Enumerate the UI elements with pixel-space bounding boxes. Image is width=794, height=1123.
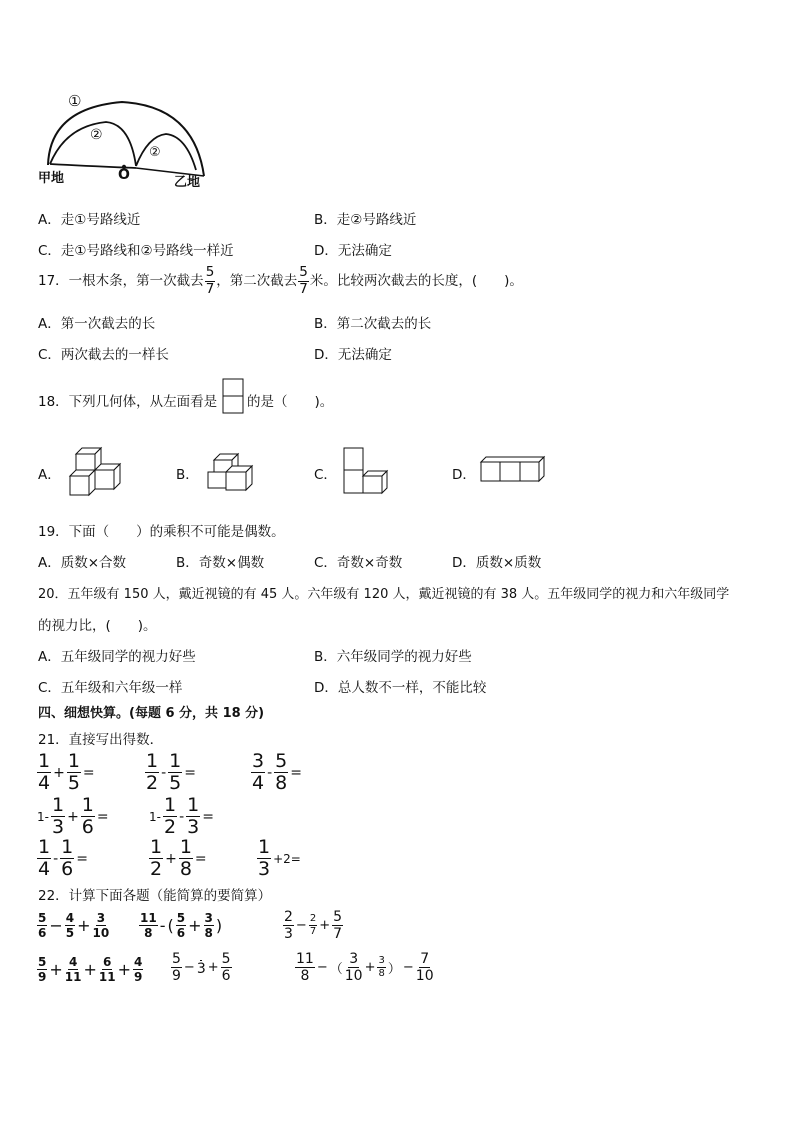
q20-option-b[interactable]: B．六年级同学的视力好些 <box>314 649 472 665</box>
q20-option-a[interactable]: A．五年级同学的视力好些 <box>38 649 196 665</box>
q16-option-a[interactable]: A．走①号路线近 <box>38 212 141 228</box>
q17-option-d[interactable]: D．无法确定 <box>314 347 392 363</box>
q20-question-line1: 20．五年级有 150 人，戴近视镜的有 45 人。六年级有 120 人，戴近视镜的有 38 人。五年级同学的视力和六年级同学 <box>38 587 730 602</box>
q21-expr-7: $\frac{1}{2}$ + $\frac{1}{8}$ = <box>150 836 207 880</box>
q19-option-c[interactable]: C．奇数×奇数 <box>314 555 403 571</box>
q16-option-b[interactable]: B．走②号路线近 <box>314 212 417 228</box>
section-heading: 四、细想快算。(每题 6 分，共 18 分) <box>38 706 265 721</box>
q20-option-d[interactable]: D．总人数不一样，不能比较 <box>314 680 487 696</box>
q21-expr-2: $\frac{1}{2}$ - $\frac{1}{5}$ = <box>146 750 196 794</box>
q21-expr-8: $\frac{1}{3}$ +2= <box>258 836 301 880</box>
solid-b-icon[interactable] <box>204 452 256 494</box>
q18-option-c[interactable]: C． <box>314 467 337 483</box>
q16-option-c[interactable]: C．走①号路线和②号路线一样近 <box>38 243 234 259</box>
path1-label: ① <box>68 92 82 110</box>
fraction: $\frac{5}{7}$ <box>299 264 308 297</box>
q20-question-line2: 的视力比，( )。 <box>38 618 157 634</box>
q19-question: 19．下面（ ）的乘积不可能是偶数。 <box>38 524 285 540</box>
q21-expr-6: $\frac{1}{4}$ - $\frac{1}{6}$ = <box>38 836 88 880</box>
q18-question-a: 18．下列几何体，从左面看是 <box>38 394 218 410</box>
origin-label: O <box>118 167 130 183</box>
path3-label: ② <box>149 145 161 160</box>
q17-option-a[interactable]: A．第一次截去的长 <box>38 316 156 332</box>
q22-expr-1: $\frac{5}{6}$ − $\frac{4}{5}$ + $\frac{3}{10}$ <box>38 911 110 940</box>
path2-label: ② <box>90 127 103 143</box>
solid-a-icon[interactable] <box>66 446 126 498</box>
solid-d-icon[interactable] <box>478 454 546 484</box>
q22-title: 22．计算下面各题（能简算的要简算） <box>38 888 272 904</box>
q18-question-b: 的是（ )。 <box>247 394 334 410</box>
start-label: 甲地 <box>38 171 65 186</box>
q22-expr-6: $\frac{11}{8}$ − （ $\frac{3}{10}$ + $\frac{3}{8}$ ） − $\frac{7}{10}$ <box>296 951 434 984</box>
q21-expr-4: 1- $\frac{1}{3}$ + $\frac{1}{6}$ = <box>37 794 109 838</box>
q18-option-d[interactable]: D． <box>452 467 476 483</box>
q22-expr-3: $\frac{2}{3}$ − $\frac{2}{7}$ + $\frac{5}{7}$ <box>284 909 343 942</box>
q16-option-d[interactable]: D．无法确定 <box>314 243 392 259</box>
q19-option-d[interactable]: D．质数×质数 <box>452 555 542 571</box>
q17-option-c[interactable]: C．两次截去的一样长 <box>38 347 169 363</box>
q21-title: 21．直接写出得数． <box>38 732 164 748</box>
fraction: $\frac{5}{7}$ <box>205 264 215 297</box>
q17-option-b[interactable]: B．第二次截去的长 <box>314 316 432 332</box>
q21-expr-3: $\frac{3}{4}$ - $\frac{5}{8}$ = <box>252 750 302 794</box>
q21-expr-5: 1- $\frac{1}{2}$ - $\frac{1}{3}$ = <box>149 794 214 838</box>
end-label: 乙地 <box>174 175 201 190</box>
q19-option-a[interactable]: A．质数×合数 <box>38 555 127 571</box>
q20-option-c[interactable]: C．五年级和六年级一样 <box>38 680 183 696</box>
q17-question: 17．一根木条，第一次截去 $\frac{5}{7}$ ，第二次截去 $\frac{5}{7}$ 米。比较两次截去的长度，( )。 <box>38 264 523 297</box>
q22-expr-5: $\frac{5}{9}$ − 3 + $\frac{5}{6}$ <box>172 951 231 984</box>
left-view-icon <box>222 378 244 414</box>
q22-expr-4: $\frac{5}{9}$ + $\frac{4}{11}$ + $\frac{6}{11}$ + $\frac{4}{9}$ <box>38 955 143 984</box>
q18-option-a[interactable]: A． <box>38 467 61 483</box>
q18-option-b[interactable]: B． <box>176 467 199 483</box>
q19-option-b[interactable]: B．奇数×偶数 <box>176 555 265 571</box>
q22-expr-2: $\frac{11}{8}$ - ( $\frac{5}{6}$ + $\frac{3}{8}$ ) <box>140 911 223 940</box>
solid-c-icon[interactable] <box>342 446 390 496</box>
q21-expr-1: $\frac{1}{4}$ + $\frac{1}{5}$ = <box>38 750 95 794</box>
